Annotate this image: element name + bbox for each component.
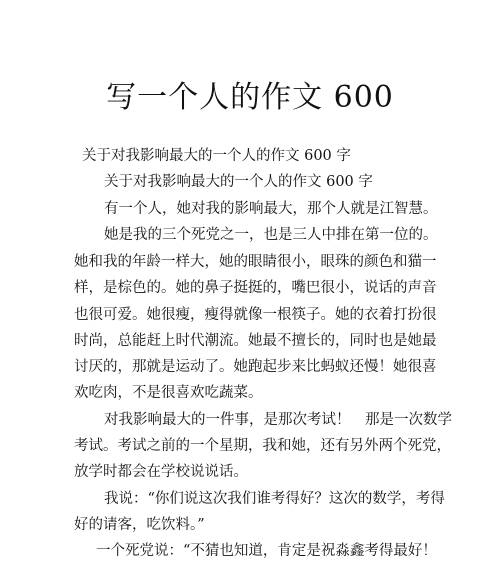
paragraph-line: 考试。考试之前的一个星期，我和她，还有另外两个死党， <box>74 438 451 454</box>
paragraph-line: 好的请客，吃饮料。” <box>74 517 205 533</box>
paragraph-line: 关于对我影响最大的一个人的作文 600 字 <box>104 174 373 190</box>
paragraph-line: 她和我的年龄一样大，她的眼睛很小，眼珠的颜色和猫一 <box>74 254 437 270</box>
document-subtitle: 关于对我影响最大的一个人的作文 600 字 <box>82 148 351 164</box>
paragraph-line: 放学时都会在学校说说话。 <box>74 464 248 480</box>
paragraph-line: 一个死党说：“不猜也知道，肯定是祝淼鑫考得最好！ <box>96 543 437 559</box>
paragraph-line: 样，是棕色的。她的鼻子挺挺的，嘴巴很小，说话的声音 <box>74 280 437 296</box>
paragraph-line: 有一个人，她对我的影响最大，那个人就是江智慧。 <box>104 201 438 217</box>
paragraph-line: 欢吃肉，不是很喜欢吃蔬菜。 <box>74 385 263 401</box>
paragraph-line: 讨厌的，那就是运动了。她跑起步来比蚂蚁还慢！她很喜 <box>74 359 437 375</box>
document-title: 写一个人的作文 600 <box>106 80 394 115</box>
paragraph-line: 我说：“你们说这次我们谁考得好？这次的数学，考得 <box>104 491 445 507</box>
paragraph-line: 时尚，总能赶上时代潮流。她最不擅长的，同时也是她最 <box>74 333 437 349</box>
paragraph-line: 对我影响最大的一件事，是那次考试！ 那是一次数学 <box>104 412 452 428</box>
paragraph-line: 她是我的三个死党之一，也是三人中排在第一位的。 <box>104 227 438 243</box>
paragraph-line: 也很可爱。她很瘦，瘦得就像一根筷子。她的衣着打扮很 <box>74 307 437 323</box>
